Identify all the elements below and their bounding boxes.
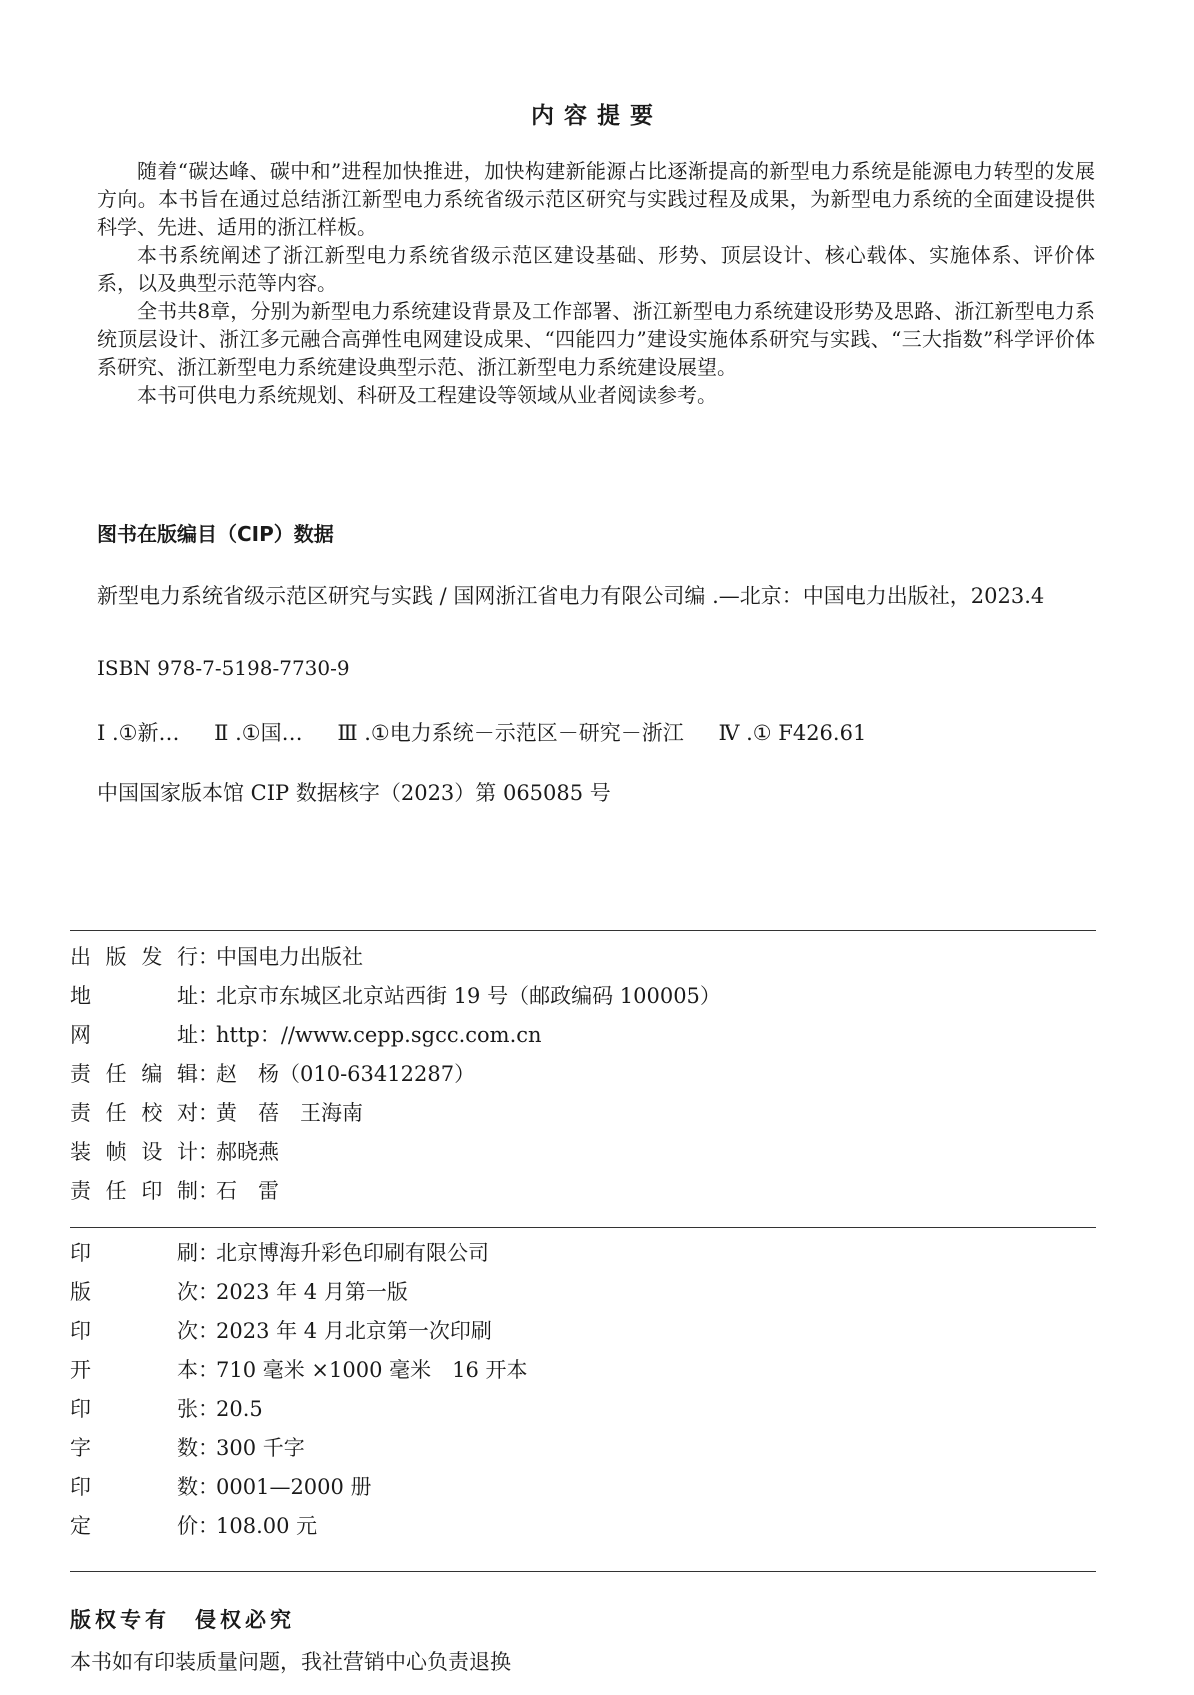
info-value: 赵 杨（010-63412287）: [216, 1062, 476, 1086]
info-value: 0001—2000 册: [216, 1475, 372, 1499]
info-row: [70, 1390, 1096, 1429]
print-info: [70, 1234, 1096, 1546]
info-row: [70, 1094, 1096, 1133]
info-label: 责 任 编 辑: [70, 1062, 198, 1086]
cip-class-item: Ⅲ .①电力系统－示范区－研究－浙江: [337, 721, 684, 745]
info-row: [70, 1172, 1096, 1211]
info-colon: ：: [198, 945, 219, 969]
info-colon: ：: [198, 984, 219, 1008]
divider: [70, 1571, 1096, 1572]
cip-entry: 新型电力系统省级示范区研究与实践 / 国网浙江省电力有限公司编 .—北京：中国电力出版社，2023.4: [97, 584, 1045, 608]
info-row: [70, 1016, 1096, 1055]
info-value: 石 雷: [216, 1179, 279, 1203]
copyright-title: 版权专有 侵权必究: [70, 1608, 295, 1632]
divider: [70, 930, 1096, 931]
info-label: 印 次: [70, 1319, 198, 1343]
info-label: 印 张: [70, 1397, 198, 1421]
summary-paragraph: 随着“碳达峰、碳中和”进程加快推进，加快构建新能源占比逐渐提高的新型电力系统是能源电力转型的发展方向。本书旨在通过总结浙江新型电力系统省级示范区研究与实践过程及成果，为新型电力系统的全面建设提供科学、先进、适用的浙江样板。: [97, 159, 1095, 239]
summary-paragraph: 全书共8章，分别为新型电力系统建设背景及工作部署、浙江新型电力系统建设形势及思路、浙江新型电力系统顶层设计、浙江多元融合高弹性电网建设成果、“四能四力”建设实施体系研究与实践、“三大指数”科学评价体系研究、浙江新型电力系统建设典型示范、浙江新型电力系统建设展望。: [97, 299, 1095, 379]
info-label: 装 帧 设 计: [70, 1140, 198, 1164]
info-value: 300 千字: [216, 1436, 305, 1460]
info-colon: ：: [198, 1319, 219, 1343]
info-colon: ：: [198, 1062, 219, 1086]
cip-title: 图书在版编目（CIP）数据: [97, 522, 334, 546]
info-value: 108.00 元: [216, 1514, 318, 1538]
publisher-info: [70, 938, 1096, 1211]
info-row: [70, 1273, 1096, 1312]
info-row: [70, 977, 1096, 1016]
info-row: [70, 1234, 1096, 1273]
info-colon: ：: [198, 1140, 219, 1164]
info-colon: ：: [198, 1179, 219, 1203]
info-colon: ：: [198, 1241, 219, 1265]
divider: [70, 1227, 1096, 1228]
info-row: [70, 938, 1096, 977]
info-colon: ：: [198, 1101, 219, 1125]
info-label: 网 址: [70, 1023, 198, 1047]
info-row: [70, 1133, 1096, 1172]
info-colon: ：: [198, 1280, 219, 1304]
info-row: [70, 1429, 1096, 1468]
info-value: 中国电力出版社: [216, 945, 363, 969]
info-value: 北京市东城区北京站西街 19 号（邮政编码 100005）: [216, 984, 721, 1008]
info-row: [70, 1312, 1096, 1351]
info-label: 印 刷: [70, 1241, 198, 1265]
info-label: 地 址: [70, 984, 198, 1008]
cip-classification: [97, 717, 894, 747]
info-value: 2023 年 4 月第一版: [216, 1280, 408, 1304]
summary-body: [97, 157, 1095, 409]
summary-title: 内容提要: [531, 103, 663, 129]
cip-class-item: Ⅳ .① F426.61: [718, 721, 867, 745]
info-row: [70, 1351, 1096, 1390]
info-label: 版 次: [70, 1280, 198, 1304]
info-value: 北京博海升彩色印刷有限公司: [216, 1241, 489, 1265]
info-colon: ：: [198, 1475, 219, 1499]
info-label: 出 版 发 行: [70, 945, 198, 969]
info-label: 定 价: [70, 1514, 198, 1538]
info-value: http：//www.cepp.sgcc.com.cn: [216, 1023, 542, 1047]
cip-approval: 中国国家版本馆 CIP 数据核字（2023）第 065085 号: [97, 781, 611, 805]
info-label: 开 本: [70, 1358, 198, 1382]
info-row: [70, 1468, 1096, 1507]
info-label: 责 任 校 对: [70, 1101, 198, 1125]
copyright-note: 本书如有印装质量问题，我社营销中心负责退换: [70, 1650, 511, 1674]
cip-class-item: Ⅰ .①新…: [97, 721, 180, 745]
info-colon: ：: [198, 1397, 219, 1421]
info-value: 黄 蓓 王海南: [216, 1101, 363, 1125]
info-colon: ：: [198, 1023, 219, 1047]
info-colon: ：: [198, 1436, 219, 1460]
info-value: 郝晓燕: [216, 1140, 279, 1164]
info-row: [70, 1507, 1096, 1546]
info-colon: ：: [198, 1358, 219, 1382]
info-label: 印 数: [70, 1475, 198, 1499]
info-value: 710 毫米 ×1000 毫米 16 开本: [216, 1358, 528, 1382]
summary-paragraph: 本书系统阐述了浙江新型电力系统省级示范区建设基础、形势、顶层设计、核心载体、实施体系、评价体系，以及典型示范等内容。: [97, 243, 1095, 295]
summary-paragraph: 本书可供电力系统规划、科研及工程建设等领域从业者阅读参考。: [137, 383, 717, 407]
info-value: 20.5: [216, 1397, 263, 1421]
info-label: 字 数: [70, 1436, 198, 1460]
info-label: 责 任 印 制: [70, 1179, 198, 1203]
info-value: 2023 年 4 月北京第一次印刷: [216, 1319, 492, 1343]
cip-isbn: ISBN 978-7-5198-7730-9: [97, 656, 350, 680]
cip-class-item: Ⅱ .①国…: [214, 721, 303, 745]
info-row: [70, 1055, 1096, 1094]
info-colon: ：: [198, 1514, 219, 1538]
